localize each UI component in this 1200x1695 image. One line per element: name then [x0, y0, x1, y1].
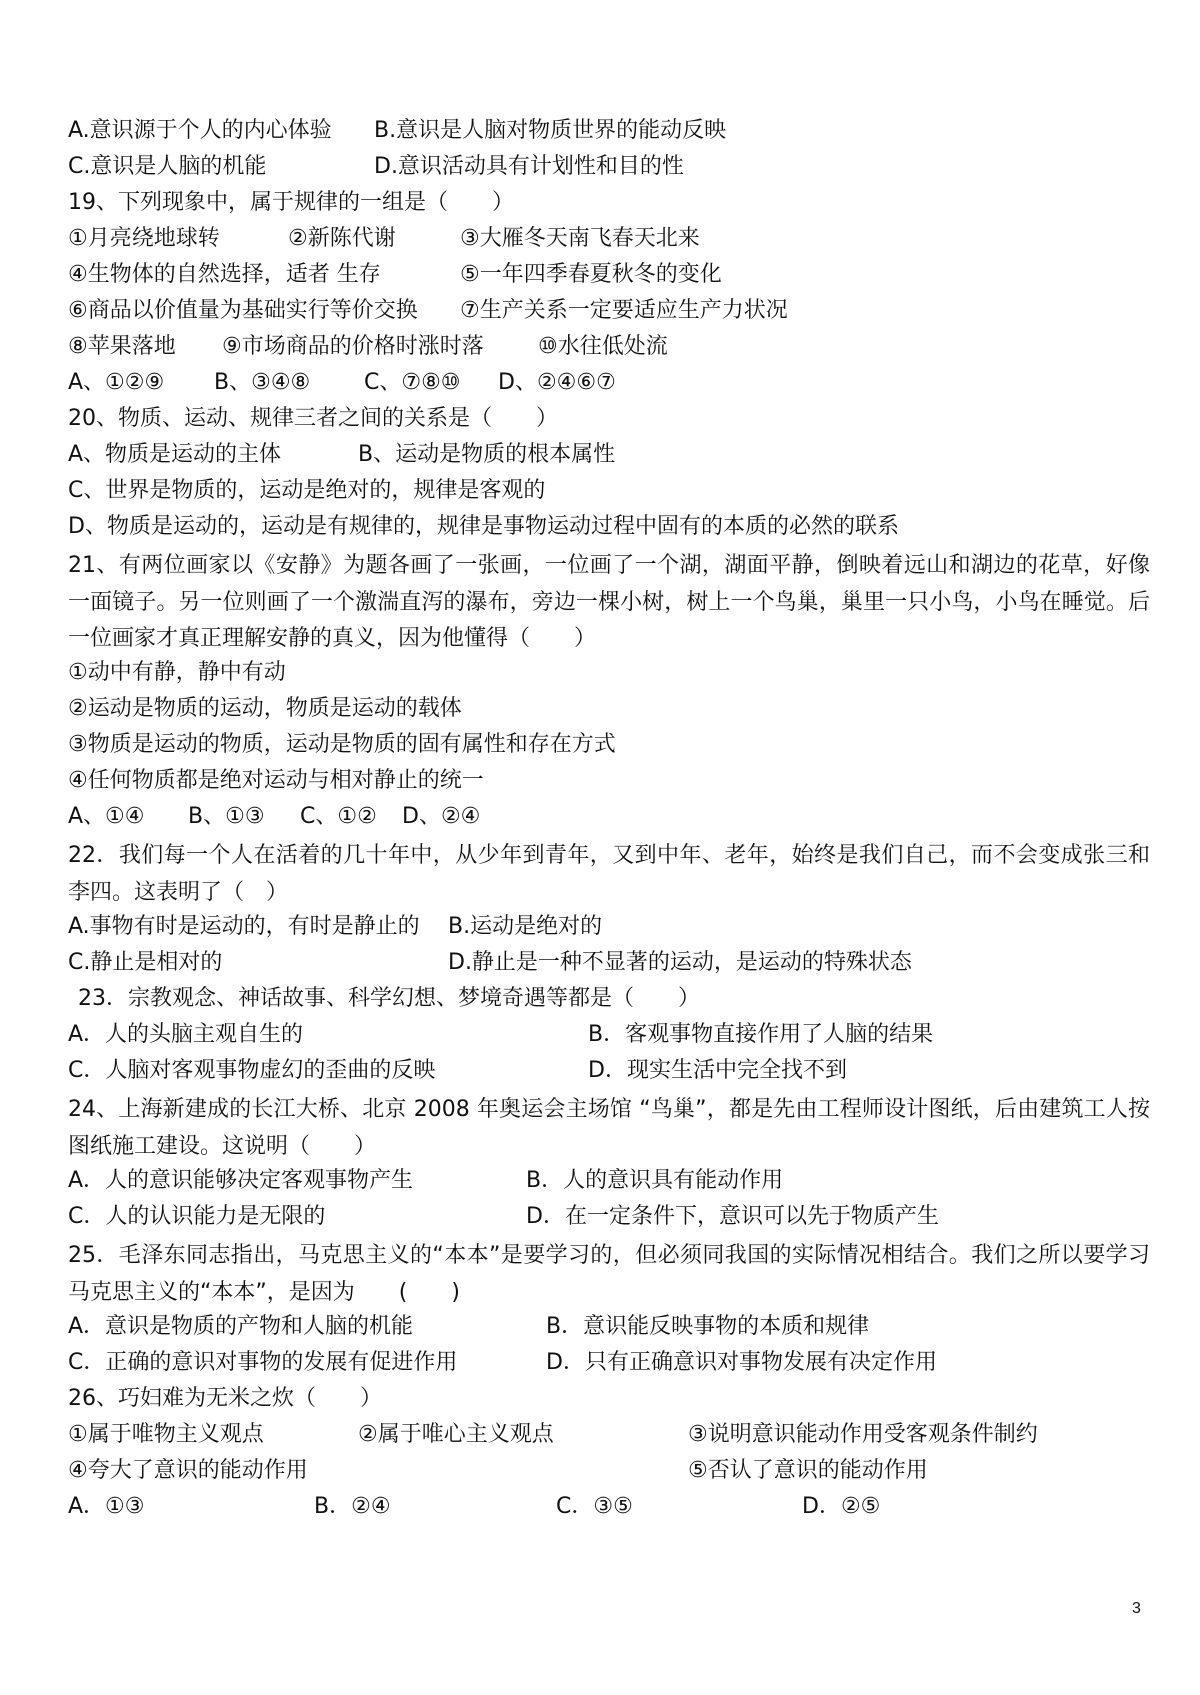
q21-question: 21、有两位画家以《安静》为题各画了一张画，一位画了一个湖，湖面平静，倒映着远山和湖边的花草，好像一面镜子。另一位则画了一个激湍直泻的瀑布，旁边一棵小树，树上一个鸟巢，巢里一只小鸟，小鸟在睡觉。后一位画家才真正理解安静的真义，因为他懂得（ ）	[68, 553, 1150, 651]
q21-option-a: A、①④	[68, 804, 145, 829]
q20-option-c: C、世界是物质的，运动是绝对的，规律是客观的	[68, 478, 546, 503]
q19-option-b: B、③④⑧	[214, 370, 311, 395]
q21-option-b: B、①③	[188, 804, 265, 829]
q20-option-d: D、物质是运动的，运动是有规律的，规律是事物运动过程中固有的本质的必然的联系	[68, 514, 899, 539]
q20-option-a: A、物质是运动的主体	[68, 442, 282, 467]
q25-option-b: B．意识能反映事物的本质和规律	[546, 1314, 870, 1339]
q23-question: 23．宗教观念、神话故事、科学幻想、梦境奇遇等都是（ ）	[78, 986, 700, 1011]
q19-item-10: ⑩水往低处流	[538, 334, 668, 359]
q26-option-c: C．③⑤	[556, 1494, 633, 1519]
q23-option-c: C．人脑对客观事物虚幻的歪曲的反映	[68, 1058, 436, 1083]
q22-option-a: A.事物有时是运动的，有时是静止的	[68, 914, 420, 939]
q19-item-8: ⑧苹果落地	[68, 334, 176, 359]
q18-option-a: A.意识源于个人的内心体验	[68, 118, 332, 143]
q25-option-a: A．意识是物质的产物和人脑的机能	[68, 1314, 414, 1339]
q19-option-a: A、①②⑨	[68, 370, 165, 395]
q24-question: 24、上海新建成的长江大桥、北京 2008 年奥运会主场馆 “鸟巢”，都是先由工程师设计图纸，后由建筑工人按图纸施工建设。这说明（ ）	[68, 1097, 1150, 1159]
q26-item-3: ③说明意识能动作用受客观条件制约	[688, 1422, 1038, 1447]
q20-option-b: B、运动是物质的根本属性	[358, 442, 616, 467]
q21-item-3: ③物质是运动的物质，运动是物质的固有属性和存在方式	[68, 732, 616, 757]
q19-item-1: ①月亮绕地球转	[68, 226, 220, 251]
q26-item-5: ⑤否认了意识的能动作用	[688, 1458, 928, 1483]
q22-option-b: B.运动是绝对的	[448, 914, 603, 939]
q26-item-1: ①属于唯物主义观点	[68, 1422, 264, 1447]
q25-option-d: D．只有正确意识对事物发展有决定作用	[546, 1350, 937, 1375]
q19-item-6: ⑥商品以价值量为基础实行等价交换	[68, 298, 418, 323]
q21-option-c: C、①②	[300, 804, 377, 829]
q18-option-c: C.意识是人脑的机能	[68, 154, 267, 179]
q26-option-b: B．②④	[314, 1494, 391, 1519]
page-number: 3	[1132, 1600, 1141, 1617]
q26-option-a: A．①③	[68, 1494, 145, 1519]
q19-item-9: ⑨市场商品的价格时涨时落	[222, 334, 484, 359]
q26-item-2: ②属于唯心主义观点	[358, 1422, 554, 1447]
q19-item-4: ④生物体的自然选择，适者 生存	[68, 262, 381, 287]
q19-item-5: ⑤一年四季春夏秋冬的变化	[460, 262, 722, 287]
q25-question: 25．毛泽东同志指出，马克思主义的“本本”是要学习的，但必须同我国的实际情况相结合。我们之所以要学习马克思主义的“本本”，是因为 ( )	[68, 1243, 1150, 1305]
q19-option-c: C、⑦⑧⑩	[364, 370, 461, 395]
q26-item-4: ④夸大了意识的能动作用	[68, 1458, 308, 1483]
q23-option-a: A．人的头脑主观自生的	[68, 1022, 304, 1047]
q24-option-a: A．人的意识能够决定客观事物产生	[68, 1168, 414, 1193]
q26-option-d: D．②⑤	[802, 1494, 881, 1519]
q24-option-c: C．人的认识能力是无限的	[68, 1204, 326, 1229]
q19-item-2: ②新陈代谢	[288, 226, 396, 251]
q19-question: 19、下列现象中，属于规律的一组是（ ）	[68, 190, 514, 215]
q24-option-b: B．人的意识具有能动作用	[526, 1168, 784, 1193]
q18-option-b: B.意识是人脑对物质世界的能动反映	[374, 118, 727, 143]
q21-item-2: ②运动是物质的运动，物质是运动的载体	[68, 696, 462, 721]
q19-item-7: ⑦生产关系一定要适应生产力状况	[460, 298, 788, 323]
q22-question: 22．我们每一个人在活着的几十年中，从少年到青年，又到中年、老年，始终是我们自己，而不会变成张三和李四。这表明了（ ）	[68, 843, 1150, 905]
q18-option-d: D.意识活动具有计划性和目的性	[374, 154, 684, 179]
q21-item-1: ①动中有静，静中有动	[68, 660, 286, 685]
q26-question: 26、巧妇难为无米之炊（ ）	[68, 1386, 382, 1411]
q20-question: 20、物质、运动、规律三者之间的关系是（ ）	[68, 406, 558, 431]
q21-item-4: ④任何物质都是绝对运动与相对静止的统一	[68, 768, 484, 793]
q23-option-b: B．客观事物直接作用了人脑的结果	[588, 1022, 934, 1047]
q21-option-d: D、②④	[402, 804, 481, 829]
q22-option-c: C.静止是相对的	[68, 950, 223, 975]
q22-option-d: D.静止是一种不显著的运动，是运动的特殊状态	[448, 950, 912, 975]
q25-option-c: C．正确的意识对事物的发展有促进作用	[68, 1350, 458, 1375]
q19-option-d: D、②④⑥⑦	[498, 370, 616, 395]
q23-option-d: D．现实生活中完全找不到	[588, 1058, 847, 1083]
q19-item-3: ③大雁冬天南飞春天北来	[460, 226, 700, 251]
q24-option-d: D．在一定条件下，意识可以先于物质产生	[526, 1204, 939, 1229]
